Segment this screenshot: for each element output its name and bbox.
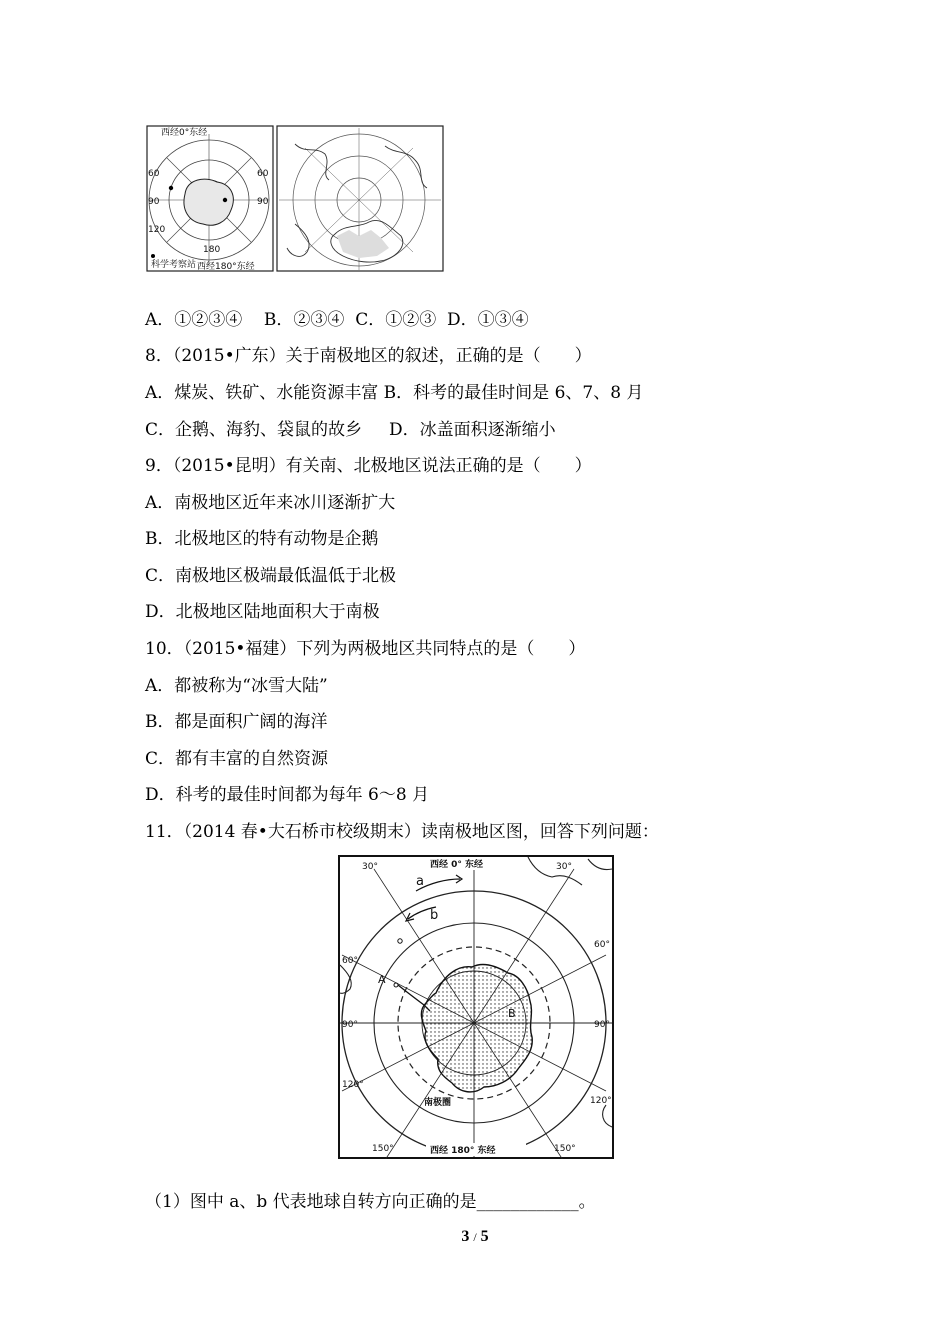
left-map-tick: 180 bbox=[203, 245, 221, 255]
right-arctic-map bbox=[277, 126, 443, 271]
left-map-tick: 60 bbox=[257, 169, 269, 179]
q11-sub-question-1: （1）图中 a、b 代表地球自转方向正确的是____________。 bbox=[145, 1192, 596, 1212]
q11-stem: 11．（2014 春•大石桥市校级期末）读南极地区图，回答下列问题： bbox=[145, 822, 659, 842]
left-map-tick: 90 bbox=[148, 197, 160, 207]
q11-antarctic-circle-label: 南极圈 bbox=[424, 1098, 452, 1108]
q11-map-lon-label: 30° bbox=[362, 862, 378, 872]
q10-option-c: C．都有丰富的自然资源 bbox=[145, 749, 329, 769]
q11-map-lon-label: 60° bbox=[594, 940, 610, 950]
page-separator: / bbox=[473, 1230, 477, 1244]
left-map-tick: 90 bbox=[257, 197, 269, 207]
q10-stem: 10．（2015•福建）下列为两极地区共同特点的是（ ） bbox=[145, 639, 586, 659]
page-number bbox=[0, 1228, 950, 1246]
q9-option-b: B．北极地区的特有动物是企鹅 bbox=[145, 529, 379, 549]
q9-option-c: C．南极地区极端最低温低于北极 bbox=[145, 566, 397, 586]
left-map-tick: 60 bbox=[148, 169, 160, 179]
left-map-bottom-label: 西经180°东经 bbox=[197, 262, 255, 272]
page-current: 3 bbox=[461, 1228, 470, 1245]
left-antarctic-map bbox=[147, 126, 273, 272]
q11-antarctic-map bbox=[338, 855, 614, 1159]
q11-map-lon-label: 120° bbox=[590, 1096, 612, 1106]
q7-options: A．①②③④ B．②③④ C．①②③ D．①③④ bbox=[145, 310, 529, 330]
q11-arrow-a-label: a bbox=[416, 874, 424, 889]
q8-options-line-1: A．煤炭、铁矿、水能资源丰富 B．科考的最佳时间是 6、7、8 月 bbox=[145, 383, 644, 403]
left-map-top-label: 西经0°东经 bbox=[161, 128, 208, 138]
q11-map-lon-label: 90° bbox=[594, 1020, 610, 1030]
q11-point-b-label: B bbox=[508, 1007, 516, 1020]
q8-options-line-2: C．企鹅、海豹、袋鼠的故乡 D．冰盖面积逐渐缩小 bbox=[145, 420, 556, 440]
q10-option-b: B．都是面积广阔的海洋 bbox=[145, 712, 328, 732]
q11-map-lon-label: 90° bbox=[342, 1020, 358, 1030]
q9-option-a: A．南极地区近年来冰川逐渐扩大 bbox=[145, 493, 396, 513]
q10-option-a: A．都被称为“冰雪大陆” bbox=[145, 676, 328, 696]
q11-map-top-label: 西经 0° 东经 bbox=[430, 860, 484, 870]
q10-option-d: D．科考的最佳时间都为每年 6～8 月 bbox=[145, 785, 430, 805]
page-total: 5 bbox=[480, 1228, 489, 1245]
q8-stem: 8．（2015•广东）关于南极地区的叙述，正确的是（ ） bbox=[145, 346, 592, 366]
q9-option-d: D．北极地区陆地面积大于南极 bbox=[145, 602, 380, 622]
q11-arrow-b-label: b bbox=[430, 908, 439, 923]
q11-map-bottom-label: 西经 180° 东经 bbox=[430, 1146, 496, 1156]
q11-map-lon-label: 30° bbox=[556, 862, 572, 872]
q11-map-lon-label: 150° bbox=[554, 1144, 576, 1154]
q11-map-lon-label: 60° bbox=[342, 956, 358, 966]
q11-map-lon-label: 150° bbox=[372, 1144, 394, 1154]
q9-stem: 9．（2015•昆明）有关南、北极地区说法正确的是（ ） bbox=[145, 456, 592, 476]
q11-point-a-label: A bbox=[378, 973, 386, 986]
q11-map-lon-label: 120° bbox=[342, 1080, 364, 1090]
left-map-tick: 120 bbox=[148, 225, 166, 235]
left-map-legend: 科学考察站 bbox=[151, 260, 197, 270]
top-polar-maps-figure bbox=[145, 124, 445, 274]
